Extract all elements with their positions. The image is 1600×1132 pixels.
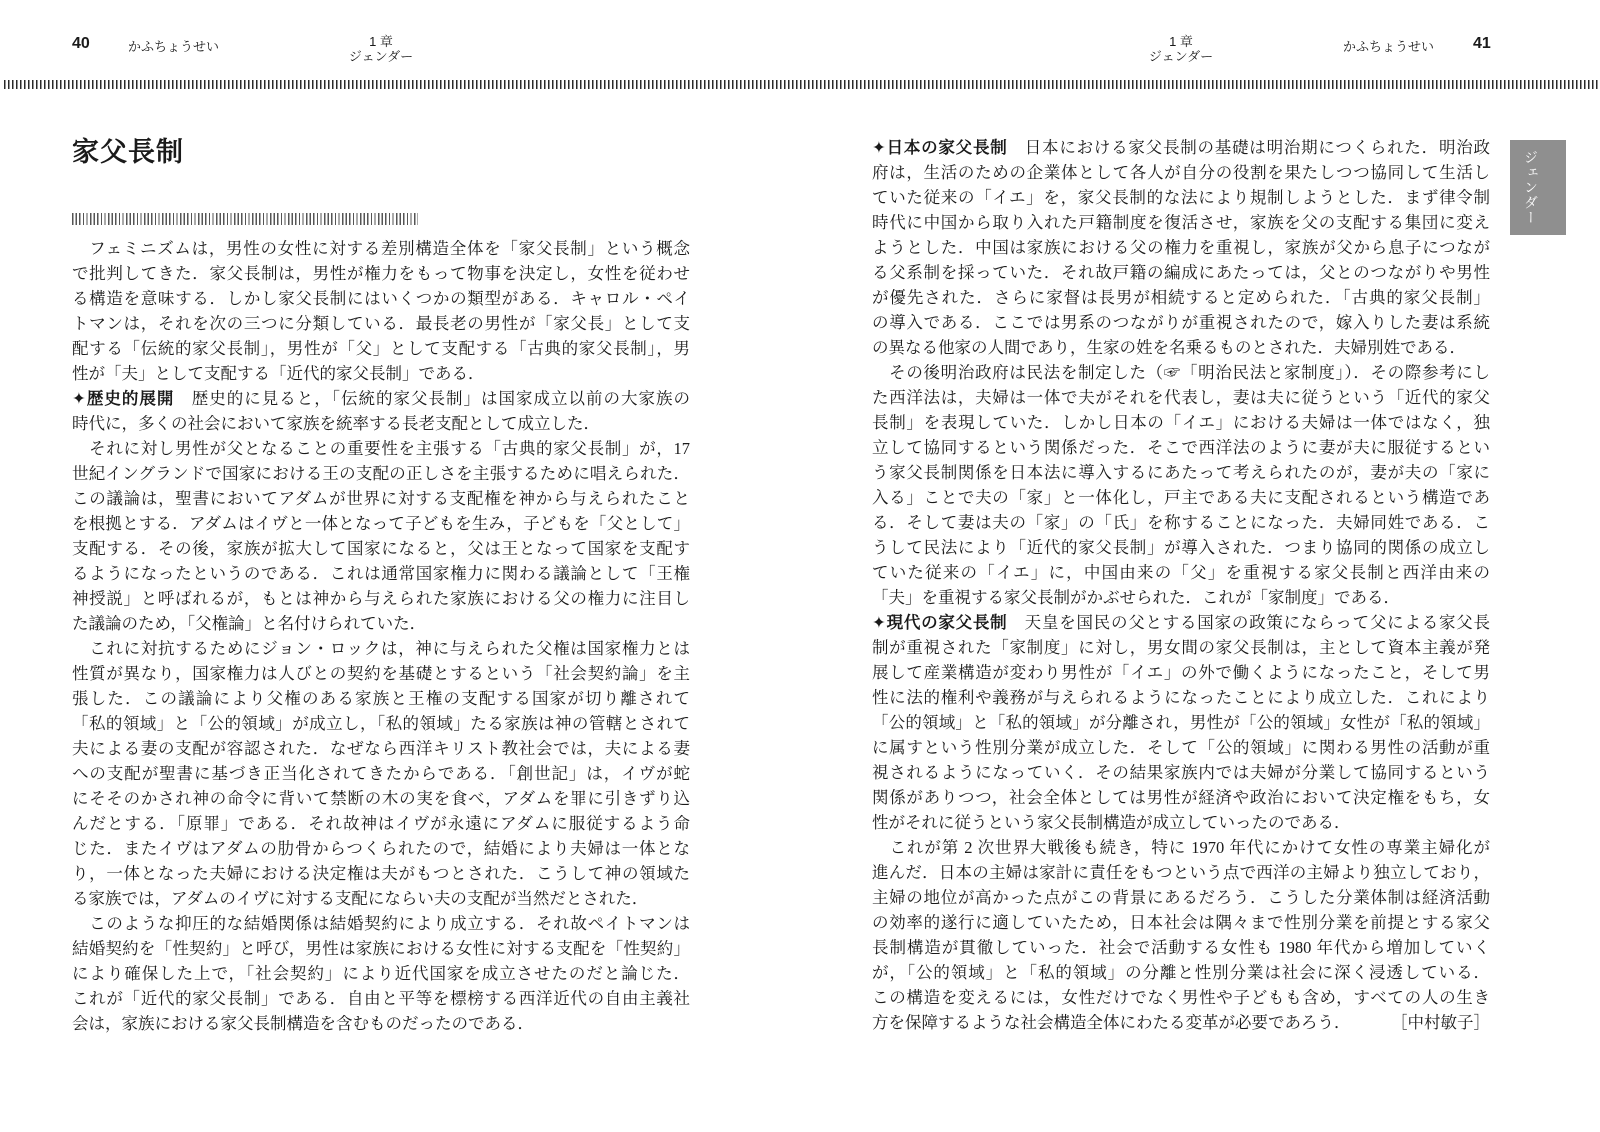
- section-heading: ✦現代の家父長制: [872, 613, 1008, 632]
- body-line: への支配が聖書に基づき正当化されてきたからである．「創世記」は，イヴが蛇: [72, 763, 690, 783]
- page-number-right: 41: [1473, 35, 1491, 52]
- body-line: で批判してきた．家父長制は，男性が権力をもって物事を決定し，女性を従わせ: [72, 263, 690, 283]
- running-title-right: かふちょうせい: [1343, 39, 1435, 54]
- body-line: るようになったというのである．これは通常国家権力に関わる議論として「王権: [72, 563, 690, 583]
- chapter-title: ジェンダー: [1148, 49, 1214, 64]
- body-line: 性がそれに従うという家父長制構造が成立していったのである．: [872, 812, 1351, 832]
- body-line: 入る」ことで夫の「家」と一体化し，戸主である夫に支配されるという構造であ: [872, 487, 1490, 507]
- body-line: 性が「夫」として支配する「近代的家父長制」である．: [72, 363, 485, 383]
- body-line: 方を保障するような社会構造全体にわたる変革が必要であろう．: [872, 1012, 1351, 1032]
- chapter-label-right: [1111, 34, 1251, 64]
- body-line: フェミニズムは，男性の女性に対する差別構造全体を「家父長制」という概念: [72, 238, 690, 258]
- body-line: これが第 2 次世界大戦後も続き，特に 1970 年代にかけて女性の専業主婦化が: [872, 837, 1490, 857]
- body-line: 時代に，多くの社会において家族を統率する長老支配として成立した．: [72, 413, 600, 433]
- body-line: 「夫」を重視する家父長制がかぶせられた．これが「家制度」である．: [872, 587, 1400, 607]
- body-line: それに対し男性が父となることの重要性を主張する「古典的家父長制」が，17: [72, 438, 690, 458]
- body-line: ようとした．中国は家族における父の権力を重視し，家族が父から息子につなが: [872, 237, 1490, 257]
- header-rule: [4, 80, 1600, 89]
- body-line: により確保した上で，「社会契約」により近代国家を成立させたのだと論じた．: [72, 963, 690, 983]
- body-line: 結婚契約を「性契約」と呼び，男性は家族における女性に対する支配を「性契約」: [72, 938, 690, 958]
- body-line: 府は，生活のための企業体として各人が自分の役割を果たしつつ協同して生活し: [872, 162, 1490, 182]
- body-line: 夫による妻の支配が容認された．なぜなら西洋キリスト教社会では，夫による妻: [72, 738, 690, 758]
- body-line: [872, 135, 1490, 160]
- body-line: る．そして妻は夫の「家」の「氏」を称することになった．夫婦同姓である．こ: [872, 512, 1490, 532]
- body-line: が，「公的領域」と「私的領域」の分離と性別分業は社会に深く浸透している．: [872, 962, 1490, 982]
- body-line: り，一体となった夫婦における決定権は夫がもつとされた．こうして神の領域た: [72, 863, 690, 883]
- body-line: これに対抗するためにジョン・ロックは，神に与えられた父権は国家権力とは: [72, 638, 690, 658]
- body-line: じた．またイヴはアダムの肋骨からつくられたので，結婚により夫婦は一体とな: [72, 838, 690, 858]
- body-line: 長制構造が貫徹していった．社会で活動する女性も 1980 年代から増加していく: [872, 937, 1490, 957]
- body-line: 「公的領域」と「私的領域」が分離され，男性が「公的領域」女性が「私的領域」: [872, 712, 1490, 732]
- body-line: の異なる他家の人間であり，生家の姓を名乗るものとされた．夫婦別姓である．: [872, 337, 1466, 357]
- body-line: る構造を意味する．しかし家父長制にはいくつかの類型がある．キャロル・ペイ: [72, 288, 690, 308]
- body-line: の効率的遂行に適していたため，日本社会は隅々まで性別分業を前提とする家父: [872, 912, 1490, 932]
- body-line: 性に法的権利や義務が与えられるようになったことにより成立した．これにより: [872, 687, 1490, 707]
- body-line: 制が重視された「家制度」に対し，男女間の家父長制は，主として資本主義が発: [872, 637, 1490, 657]
- body-line: [72, 386, 690, 411]
- body-line: 展して産業構造が変わり男性が「イエ」の外で働くようになったこと，そして男: [872, 662, 1490, 682]
- body-line: 性質が異なり，国家権力は人びとの契約を基礎とするという「社会契約論」を主: [72, 663, 690, 683]
- body-line: 会は，家族における家父長制構造を含むものだったのである．: [72, 1013, 534, 1033]
- title-rule: [72, 213, 418, 225]
- body-line: 進んだ．日本の主婦は家計に責任をもつという点で西洋の主婦より独立しており，: [872, 862, 1490, 882]
- body-line: 長制」を表現していた．しかし日本の「イエ」における夫婦は一体ではなく，独: [872, 412, 1490, 432]
- chapter-number: 1 章: [1169, 34, 1193, 49]
- body-line: た西洋法は，夫婦は一体で夫がそれを代表し，妻は夫に従うという「近代的家父: [872, 387, 1490, 407]
- body-line: んだとする．「原罪」である．それ故神はイヴが永遠にアダムに服従するよう命: [72, 813, 690, 833]
- chapter-number: 1 章: [369, 34, 393, 49]
- body-line: の導入である．ここでは男系のつながりが重視されたので，嫁入りした妻は系統: [872, 312, 1490, 332]
- body-text: 天皇を国民の父とする国家の政策にならって父による家父長: [1007, 612, 1490, 632]
- right-page-body: [872, 135, 1490, 1035]
- section-heading: ✦歴史的展開: [72, 389, 175, 408]
- body-line: このような抑圧的な結婚関係は結婚契約により成立する．それ故ペイトマンは: [72, 913, 690, 933]
- body-line: が優先された．さらに家督は長男が相続すると定められた．「古典的家父長制」: [872, 287, 1490, 307]
- body-line: 張した．この議論により父権のある家族と王権の支配する国家が切り離されて: [72, 688, 690, 708]
- body-line: その後明治政府は民法を制定した（☞「明治民法と家制度」）．その際参考にし: [872, 362, 1490, 382]
- body-line: う家父長制関係を日本法に導入するにあたって考えられたのが，妻が夫の「家に: [872, 462, 1490, 482]
- body-line: うして民法により「近代的家父長制」が導入された．つまり協同的関係の成立し: [872, 537, 1490, 557]
- body-line: 視されるようになっていく．その結果家族内では夫婦が分業して協同するという: [872, 762, 1490, 782]
- body-line: 関係がありつつ，社会全体としては男性が経済や政治において決定権をもち，女: [872, 787, 1490, 807]
- body-line: 支配する．その後，家族が拡大して国家になると，父は王となって国家を支配す: [72, 538, 690, 558]
- body-line: を根拠とする．アダムはイヴと一体となって子どもを生み，子どもを「父として」: [72, 513, 690, 533]
- page-title: 家父長制: [72, 137, 184, 167]
- chapter-title: ジェンダー: [348, 49, 414, 64]
- chapter-label-left: [311, 34, 451, 64]
- body-line: 神授説」と呼ばれるが，もとは神から与えられた家族における父の権力に注目し: [72, 588, 690, 608]
- body-text: 日本における家父長制の基礎は明治期につくられた．明治政: [1007, 137, 1490, 157]
- section-heading: ✦日本の家父長制: [872, 138, 1008, 157]
- body-line: 世紀イングランドで国家における王の支配の正しさを主張するために唱えられた．: [72, 463, 690, 483]
- body-line: これが「近代的家父長制」である．自由と平等を標榜する西洋近代の自由主義社: [72, 988, 690, 1008]
- author-signature: ［中村敏子］: [1391, 1012, 1490, 1032]
- chapter-side-tab: [1510, 140, 1566, 235]
- side-tab-label: ジェンダー: [1523, 150, 1539, 225]
- body-line: る父系制を採っていた．それ故戸籍の編成にあたっては，父とのつながりや男性: [872, 262, 1490, 282]
- body-line: この議論は，聖書においてアダムが世界に対する支配権を神から与えられたこと: [72, 488, 690, 508]
- body-line: た議論のため，「父権論」と名付けられていた．: [72, 613, 427, 633]
- body-line: る家族では，アダムのイヴに対する支配にならい夫の支配が当然だとされた．: [72, 888, 649, 908]
- body-line: 配する「伝統的家父長制」，男性が「父」として支配する「古典的家父長制」，男: [72, 338, 690, 358]
- body-line: にそそのかされ神の命令に背いて禁断の木の実を食べ，アダムを罪に引きずり込: [72, 788, 690, 808]
- left-page-body: [72, 236, 690, 1036]
- body-line: トマンは，それを次の三つに分類している．最長老の男性が「家父長」として支: [72, 313, 690, 333]
- body-line: 「私的領域」と「公的領域」が成立し，「私的領域」たる家族は神の管轄とされて: [72, 713, 690, 733]
- body-line: に属すという性別分業が成立した．そして「公的領域」に関わる男性の活動が重: [872, 737, 1490, 757]
- body-line: ていた従来の「イエ」を，家父長制的な法により規制しようとした．まず律令制: [872, 187, 1490, 207]
- body-line: ていた従来の「イエ」に，中国由来の「父」を重視する家父長制と西洋由来の: [872, 562, 1490, 582]
- body-line: 主婦の地位が高かった点がこの背景にあるだろう．こうした分業体制は経済活動: [872, 887, 1490, 907]
- running-title-left: かふちょうせい: [128, 39, 220, 54]
- body-text: 歴史的に見ると，「伝統的家父長制」は国家成立以前の大家族の: [174, 388, 690, 408]
- body-line: 立して協同するという関係だった．そこで西洋法のように妻が夫に服従するとい: [872, 437, 1490, 457]
- body-line: この構造を変えるには，女性だけでなく男性や子どもも含め，すべての人の生き: [872, 987, 1490, 1007]
- body-line: 時代に中国から取り入れた戸籍制度を復活させ，家族を父の支配する集団に変え: [872, 212, 1490, 232]
- body-line: [872, 610, 1490, 635]
- page-number-left: 40: [72, 35, 90, 52]
